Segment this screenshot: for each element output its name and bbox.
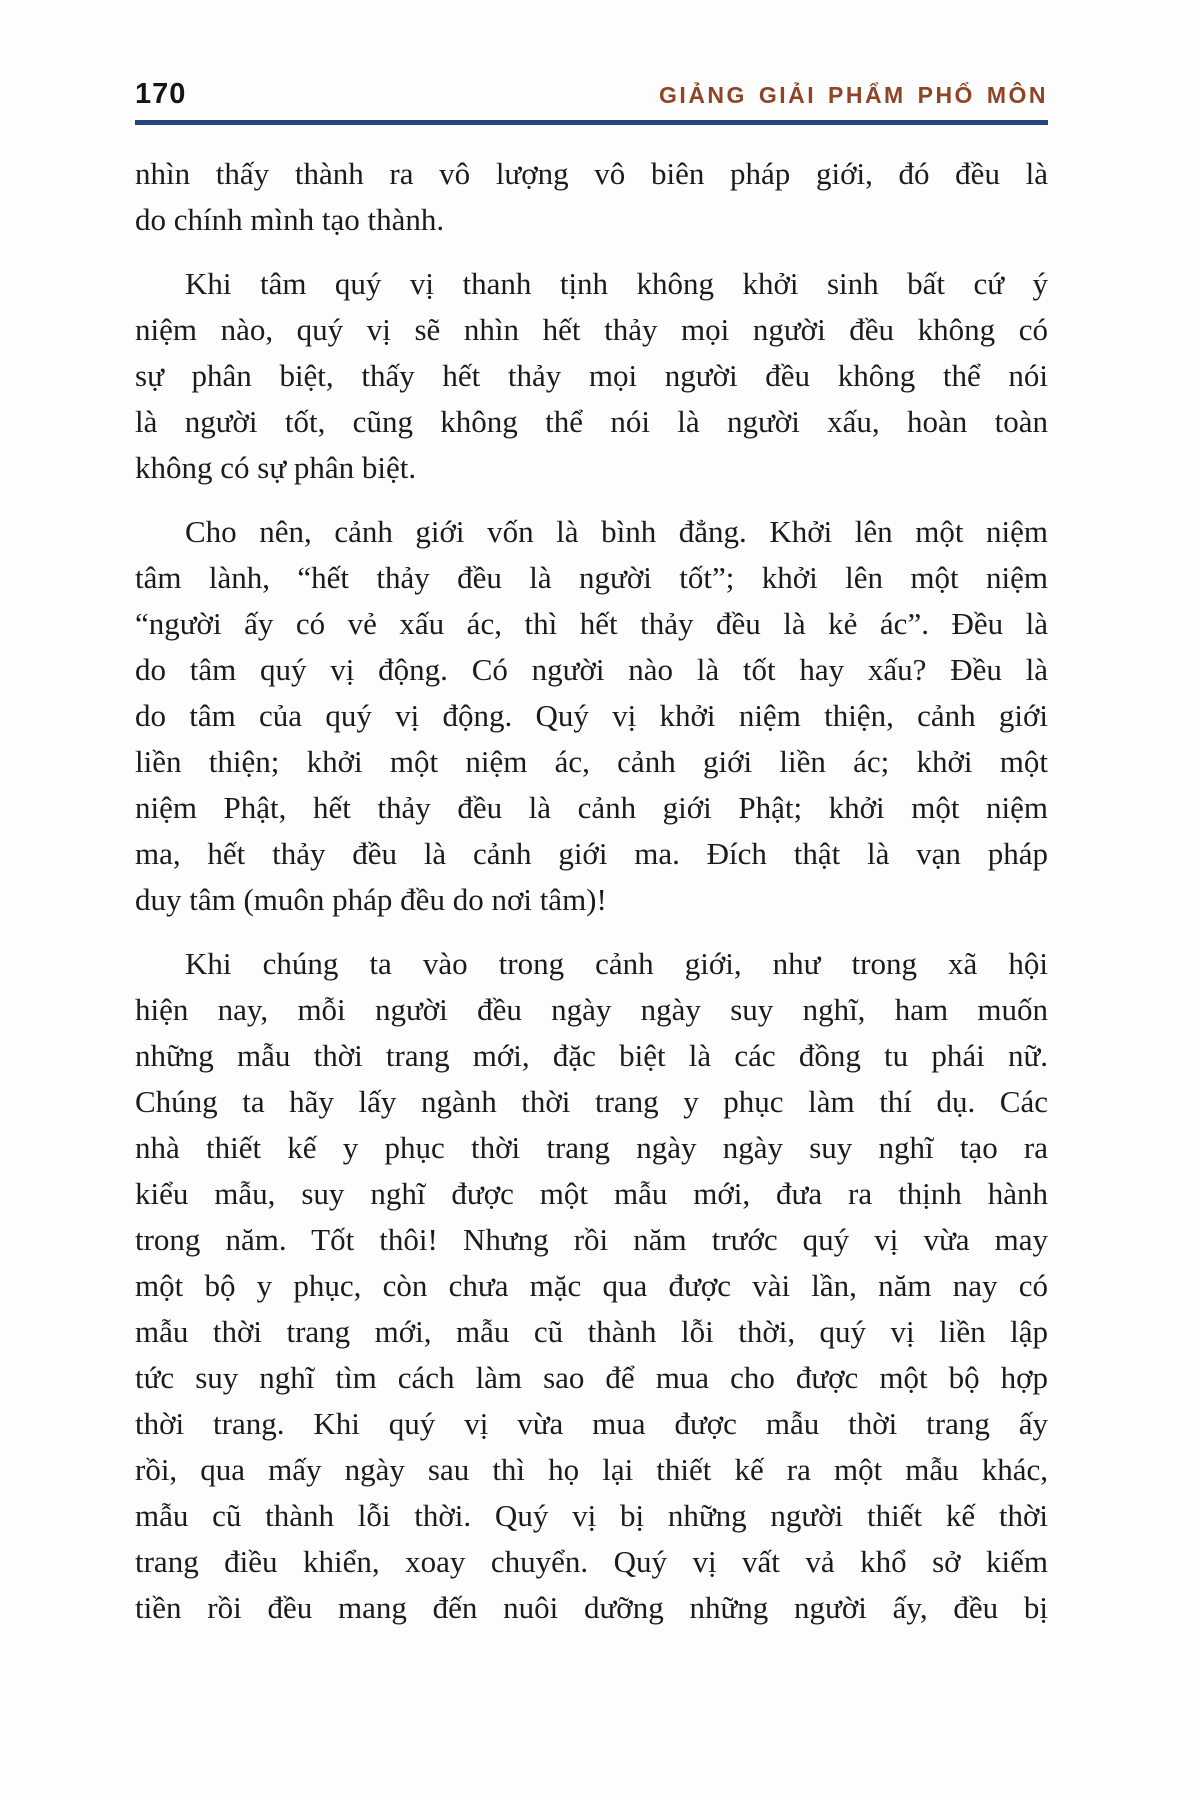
text-line: tức suy nghĩ tìm cách làm sao để mua cho được một bộ hợp — [135, 1360, 1048, 1395]
text-line: Chúng ta hãy lấy ngành thời trang y phục làm thí dụ. Các — [135, 1084, 1048, 1119]
text-line: do tâm quý vị động. Có người nào là tốt hay xấu? Đều là — [135, 652, 1048, 687]
paragraph — [135, 941, 1048, 1631]
page-header — [135, 78, 1048, 111]
text-line: sự phân biệt, thấy hết thảy mọi người đều không thể nói — [135, 358, 1048, 393]
text-line: niệm nào, quý vị sẽ nhìn hết thảy mọi người đều không có — [135, 312, 1048, 347]
text-line: một bộ y phục, còn chưa mặc qua được vài lần, năm nay có — [135, 1268, 1048, 1303]
text-line: không có sự phân biệt. — [135, 450, 417, 485]
paragraph — [135, 509, 1048, 923]
text-line: mẫu cũ thành lỗi thời. Quý vị bị những người thiết kế thời — [135, 1498, 1048, 1533]
text-line: tâm lành, “hết thảy đều là người tốt”; khởi lên một niệm — [135, 560, 1048, 595]
text-line: niệm Phật, hết thảy đều là cảnh giới Phật; khởi một niệm — [135, 790, 1048, 825]
header-rule — [135, 120, 1048, 125]
paragraph — [135, 151, 1048, 243]
page-number: 170 — [135, 78, 187, 110]
text-line: kiểu mẫu, suy nghĩ được một mẫu mới, đưa ra thịnh hành — [135, 1176, 1048, 1211]
running-title: GIẢNG GIẢI PHẨM PHỔ MÔN — [659, 82, 1048, 108]
text-line: mẫu thời trang mới, mẫu cũ thành lỗi thời, quý vị liền lập — [135, 1314, 1048, 1349]
text-line: ma, hết thảy đều là cảnh giới ma. Đích thật là vạn pháp — [135, 836, 1048, 871]
page-body — [135, 151, 1048, 1631]
text-line: Khi chúng ta vào trong cảnh giới, như trong xã hội — [185, 946, 1048, 981]
text-line: tiền rồi đều mang đến nuôi dưỡng những người ấy, đều bị — [135, 1590, 1048, 1625]
paragraph — [135, 261, 1048, 491]
text-line: liền thiện; khởi một niệm ác, cảnh giới liền ác; khởi một — [135, 744, 1048, 779]
text-line: duy tâm (muôn pháp đều do nơi tâm)! — [135, 882, 607, 917]
text-line: Khi tâm quý vị thanh tịnh không khởi sinh bất cứ ý — [185, 266, 1048, 301]
text-line: trang điều khiển, xoay chuyển. Quý vị vất vả khổ sở kiếm — [135, 1544, 1048, 1579]
text-line: do tâm của quý vị động. Quý vị khởi niệm thiện, cảnh giới — [135, 698, 1048, 733]
text-line: thời trang. Khi quý vị vừa mua được mẫu thời trang ấy — [135, 1406, 1048, 1441]
text-line: là người tốt, cũng không thể nói là người xấu, hoàn toàn — [135, 404, 1048, 439]
text-line: nhà thiết kế y phục thời trang ngày ngày suy nghĩ tạo ra — [135, 1130, 1048, 1165]
text-line: hiện nay, mỗi người đều ngày ngày suy nghĩ, ham muốn — [135, 992, 1048, 1027]
text-line: những mẫu thời trang mới, đặc biệt là các đồng tu phái nữ. — [135, 1038, 1048, 1073]
text-line: Cho nên, cảnh giới vốn là bình đẳng. Khởi lên một niệm — [185, 514, 1048, 549]
text-line: nhìn thấy thành ra vô lượng vô biên pháp giới, đó đều là — [135, 156, 1048, 191]
text-line: rồi, qua mấy ngày sau thì họ lại thiết kế ra một mẫu khác, — [135, 1452, 1048, 1487]
text-line: “người ấy có vẻ xấu ác, thì hết thảy đều là kẻ ác”. Đều là — [135, 606, 1048, 641]
text-line: trong năm. Tốt thôi! Nhưng rồi năm trước quý vị vừa may — [135, 1222, 1048, 1257]
text-line: do chính mình tạo thành. — [135, 202, 445, 237]
